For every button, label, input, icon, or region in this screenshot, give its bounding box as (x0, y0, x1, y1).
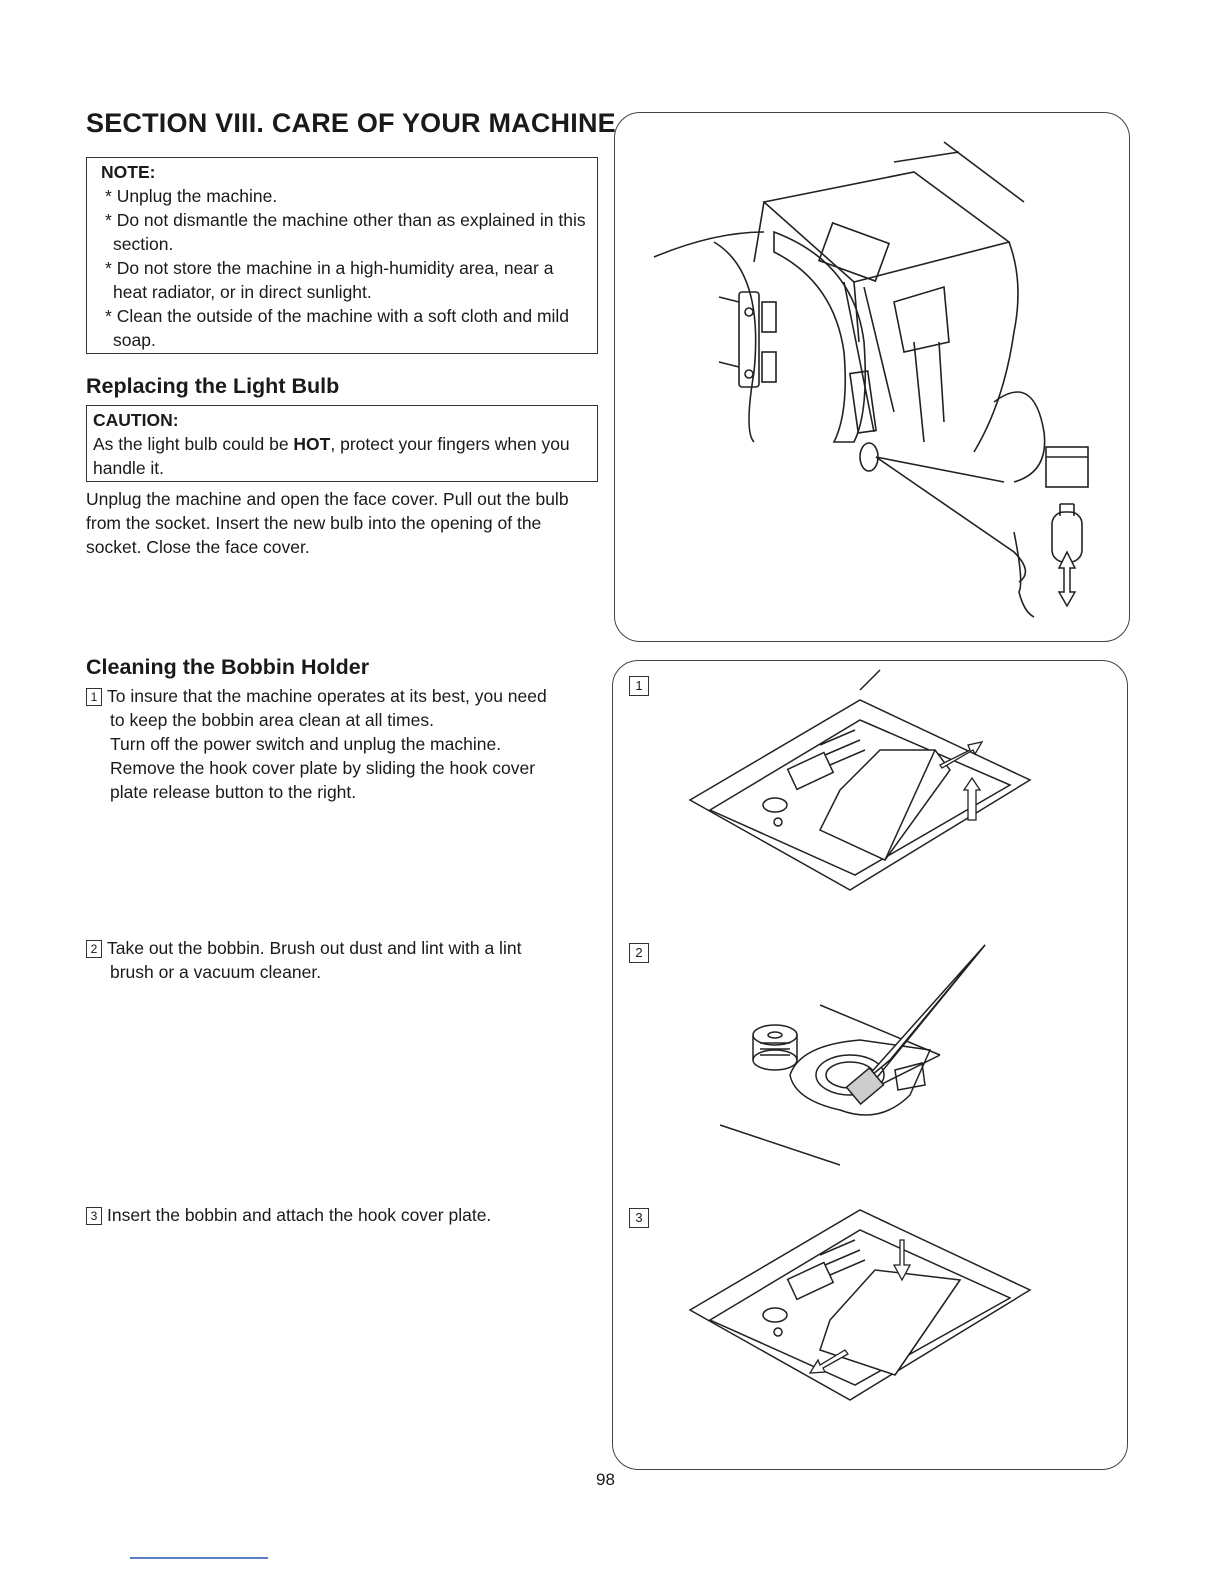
step-text: Take out the bobbin. Brush out dust and lint with a lint (107, 938, 522, 958)
step-number: 2 (86, 940, 102, 958)
note-box (86, 157, 598, 354)
caution-hot: HOT (293, 434, 331, 454)
bobbin-step-3 (86, 1203, 606, 1227)
light-bulb-heading: Replacing the Light Bulb (86, 374, 340, 398)
page-number: 98 (596, 1470, 615, 1489)
caution-label: CAUTION: (93, 410, 179, 430)
bobbin-step-1 (86, 684, 606, 804)
caution-box (86, 405, 598, 482)
caution-text (93, 432, 587, 480)
note-item: * Do not dismantle the machine other than as explained in this section. (101, 208, 587, 256)
step-text: Insert the bobbin and attach the hook cover plate. (107, 1205, 492, 1225)
note-item: * Do not store the machine in a high-humidity area, near a heat radiator, or in direct sunlight. (101, 256, 587, 304)
remove-cover-plate-illustration (680, 690, 1040, 900)
step-text: To insure that the machine operates at its best, you need (107, 686, 547, 706)
note-item: * Unplug the machine. (101, 184, 587, 208)
bobbin-step-2 (86, 936, 606, 984)
step-text: plate release button to the right. (110, 782, 357, 802)
light-bulb-illustration (614, 112, 1130, 642)
step-text: brush or a vacuum cleaner. (110, 962, 322, 982)
caution-text-end: , protect your fingers when you handle it. (93, 434, 570, 478)
figure-label-2: 2 (629, 943, 649, 963)
caution-text-start: As the light bulb could be (93, 434, 294, 454)
note-item: * Clean the outside of the machine with a soft cloth and mild soap. (101, 304, 587, 352)
section-title: SECTION VIII. CARE OF YOUR MACHINE (86, 108, 616, 138)
figure-label-1: 1 (629, 676, 649, 696)
figure-label-3: 3 (629, 1208, 649, 1228)
attach-cover-plate-illustration (680, 1210, 1040, 1410)
note-label: NOTE: (101, 162, 156, 182)
step-text: Remove the hook cover plate by sliding the hook cover (110, 758, 536, 778)
bobbin-heading: Cleaning the Bobbin Holder (86, 655, 370, 679)
light-bulb-instructions: Unplug the machine and open the face cover. Pull out the bulb from the socket. Insert the new bulb into the opening of the socket. Close the face cover. (86, 489, 569, 557)
step-number: 3 (86, 1207, 102, 1225)
step-text: to keep the bobbin area clean at all times. (110, 710, 434, 730)
step-number: 1 (86, 688, 102, 706)
step-text: Turn off the power switch and unplug the machine. (110, 734, 502, 754)
footer-rule (130, 1557, 268, 1559)
brush-bobbin-area-illustration (700, 935, 1020, 1165)
